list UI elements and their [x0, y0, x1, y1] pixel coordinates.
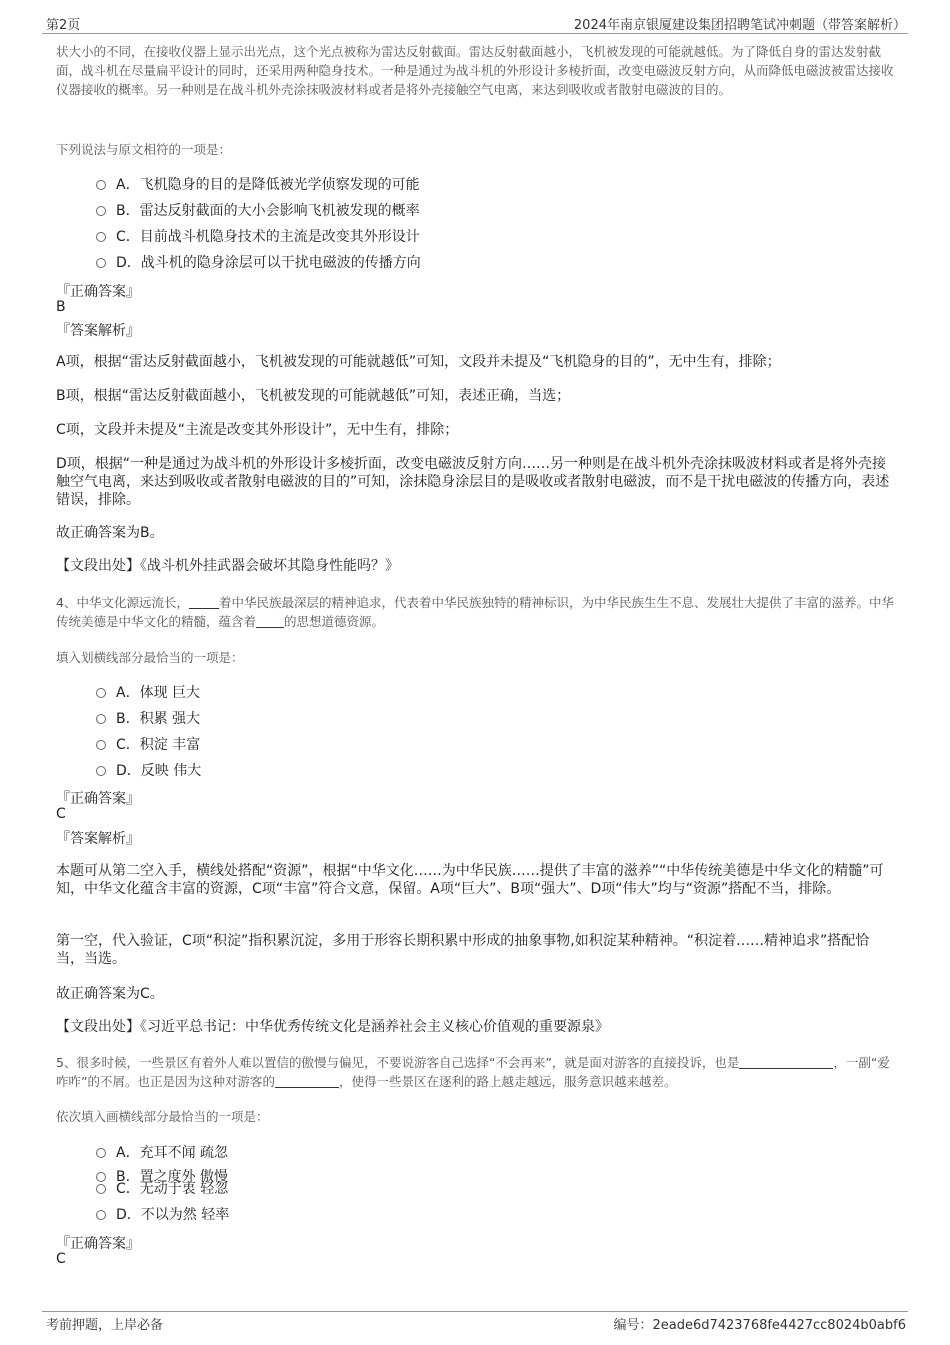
q3-option-c[interactable]: C．目前战斗机隐身技术的主流是改变其外形设计: [96, 226, 420, 246]
q3-analysis-d: D项，根据“一种是通过为战斗机的外形设计多棱折面，改变电磁波反射方向……另一种则是在战斗机外壳涂抹吸波材料或者是将外壳接触空气电离，来达到吸收或者散射电磁波的目的”可知，涂抹隐身涂层目的是吸收或者散射电磁波，而不是干扰电磁波的传播方向，表述错误，排除。: [56, 456, 890, 508]
q4-option-d[interactable]: D．反映 伟大: [96, 760, 201, 780]
blank-2: [256, 615, 284, 628]
q4-question: 填入划横线部分最恰当的一项是：: [56, 650, 244, 665]
q4-option-b[interactable]: B．积累 强大: [96, 708, 200, 728]
q5-answer-label: 『正确答案』: [56, 1236, 140, 1252]
footer-divider: [42, 1311, 908, 1312]
q3-analysis-a: A项，根据“雷达反射截面越小，飞机被发现的可能就越低”可知，文段并未提及“飞机隐身的目的”，无中生有，排除；: [56, 354, 781, 370]
page-number: 第2页: [46, 18, 81, 33]
q3-analysis-b: B项，根据“雷达反射截面越小，飞机被发现的可能就越低”可知，表述正确，当选；: [56, 388, 571, 404]
footer-slogan: 考前押题，上岸必备: [46, 1318, 164, 1333]
q3-analysis-label: 『答案解析』: [56, 323, 140, 339]
document-title: 2024年南京银厦建设集团招聘笔试冲刺题（带答案解析）: [573, 18, 906, 33]
q4-source: 【文段出处】《习近平总书记：中华优秀传统文化是涵养社会主义核心价值观的重要源泉》: [56, 1019, 609, 1035]
header-divider: [42, 33, 908, 34]
q4-answer: C: [56, 806, 66, 822]
q4-analysis-2: 第一空，代入验证，C项“积淀”指积累沉淀，多用于形容长期积累中形成的抽象事物,如积淀某种精神。“积淀着……精神追求”搭配恰当，当选。: [56, 933, 870, 967]
q3-source: 【文段出处】《战斗机外挂武器会破坏其隐身性能吗？》: [56, 558, 399, 574]
q4-analysis-1: 本题可从第二空入手，横线处搭配“资源”，根据“中华文化……为中华民族……提供了丰富的滋养”“中华传统美德是中华文化的精髓”可知，中华文化蕴含丰富的资源，C项“丰富”符合文意，保留。A项“巨大”、B项“强大”、D项“伟大”均与“资源”搭配不当，排除。: [56, 863, 884, 897]
radio-icon[interactable]: [96, 232, 106, 242]
q4-answer-label: 『正确答案』: [56, 791, 140, 807]
blank-1: [739, 1056, 833, 1069]
radio-icon[interactable]: [96, 180, 106, 190]
q3-option-b[interactable]: B．雷达反射截面的大小会影响飞机被发现的概率: [96, 200, 420, 220]
q3-option-a[interactable]: A．飞机隐身的目的是降低被光学侦察发现的可能: [96, 174, 420, 194]
radio-icon[interactable]: [96, 258, 106, 268]
q3-analysis-c: C项，文段并未提及“主流是改变其外形设计”，无中生有，排除；: [56, 422, 459, 438]
blank-1: [189, 596, 219, 609]
q3-option-d[interactable]: D．战斗机的隐身涂层可以干扰电磁波的传播方向: [96, 252, 421, 272]
q3-conclusion: 故正确答案为B。: [56, 525, 164, 541]
blank-2: [275, 1075, 339, 1088]
radio-icon[interactable]: [96, 1184, 106, 1194]
document-id: 编号：2eade6d7423768fe4427cc8024b0abf6: [613, 1318, 906, 1333]
q5-option-c[interactable]: C．无动于衷 轻忽: [96, 1178, 228, 1198]
q4-passage: 4、中华文化源远流长， 着中华民族最深层的精神追求，代表着中华民族独特的精神标识，为中华民族生生不息、发展壮大提供了丰富的滋养。中华传统美德是中华文化的精髓，蕴含着 的思想道德资源。: [56, 595, 894, 629]
q5-option-b[interactable]: B．置之度外 傲慢: [96, 1166, 228, 1186]
q3-answer-label: 『正确答案』: [56, 284, 140, 300]
radio-icon[interactable]: [96, 688, 106, 698]
q5-passage: 5、很多时候，一些景区有着外人难以置信的傲慢与偏见，不要说游客自己选择“不会再来”，就是面对游客的直接投诉，也是 ，一副“爱咋咋”的不屑。也正是因为这种对游客的 ，使得一些景区在逐利的路上越走越远，服务意识越来越差。: [56, 1055, 890, 1089]
radio-icon[interactable]: [96, 766, 106, 776]
q4-conclusion: 故正确答案为C。: [56, 986, 164, 1002]
q3-answer: B: [56, 299, 66, 315]
q5-answer: C: [56, 1251, 66, 1267]
q4-option-a[interactable]: A．体现 巨大: [96, 682, 200, 702]
radio-icon[interactable]: [96, 1210, 106, 1220]
radio-icon[interactable]: [96, 740, 106, 750]
q5-option-a[interactable]: A．充耳不闻 疏忽: [96, 1142, 228, 1162]
q4-option-c[interactable]: C．积淀 丰富: [96, 734, 200, 754]
radio-icon[interactable]: [96, 206, 106, 216]
q4-analysis-label: 『答案解析』: [56, 831, 140, 847]
q3-passage: 状大小的不同，在接收仪器上显示出光点，这个光点被称为雷达反射截面。雷达反射截面越小，飞机被发现的可能就越低。为了降低自身的雷达发射截面，战斗机在尽量扁平设计的同时，还采用两种隐身技术。一种是通过为战斗机的外形设计多棱折面，改变电磁波反射方向，从而降低电磁波被雷达接收仪器接收的概率。另一种则是在战斗机外壳涂抹吸波材料或者是将外壳接触空气电离，来达到吸收或者散射电磁波的目的。: [56, 44, 894, 97]
radio-icon[interactable]: [96, 1148, 106, 1158]
q5-option-d[interactable]: D．不以为然 轻率: [96, 1204, 229, 1224]
q5-question: 依次填入画横线部分最恰当的一项是：: [56, 1109, 269, 1124]
q3-question: 下列说法与原文相符的一项是：: [56, 142, 232, 157]
radio-icon[interactable]: [96, 714, 106, 724]
